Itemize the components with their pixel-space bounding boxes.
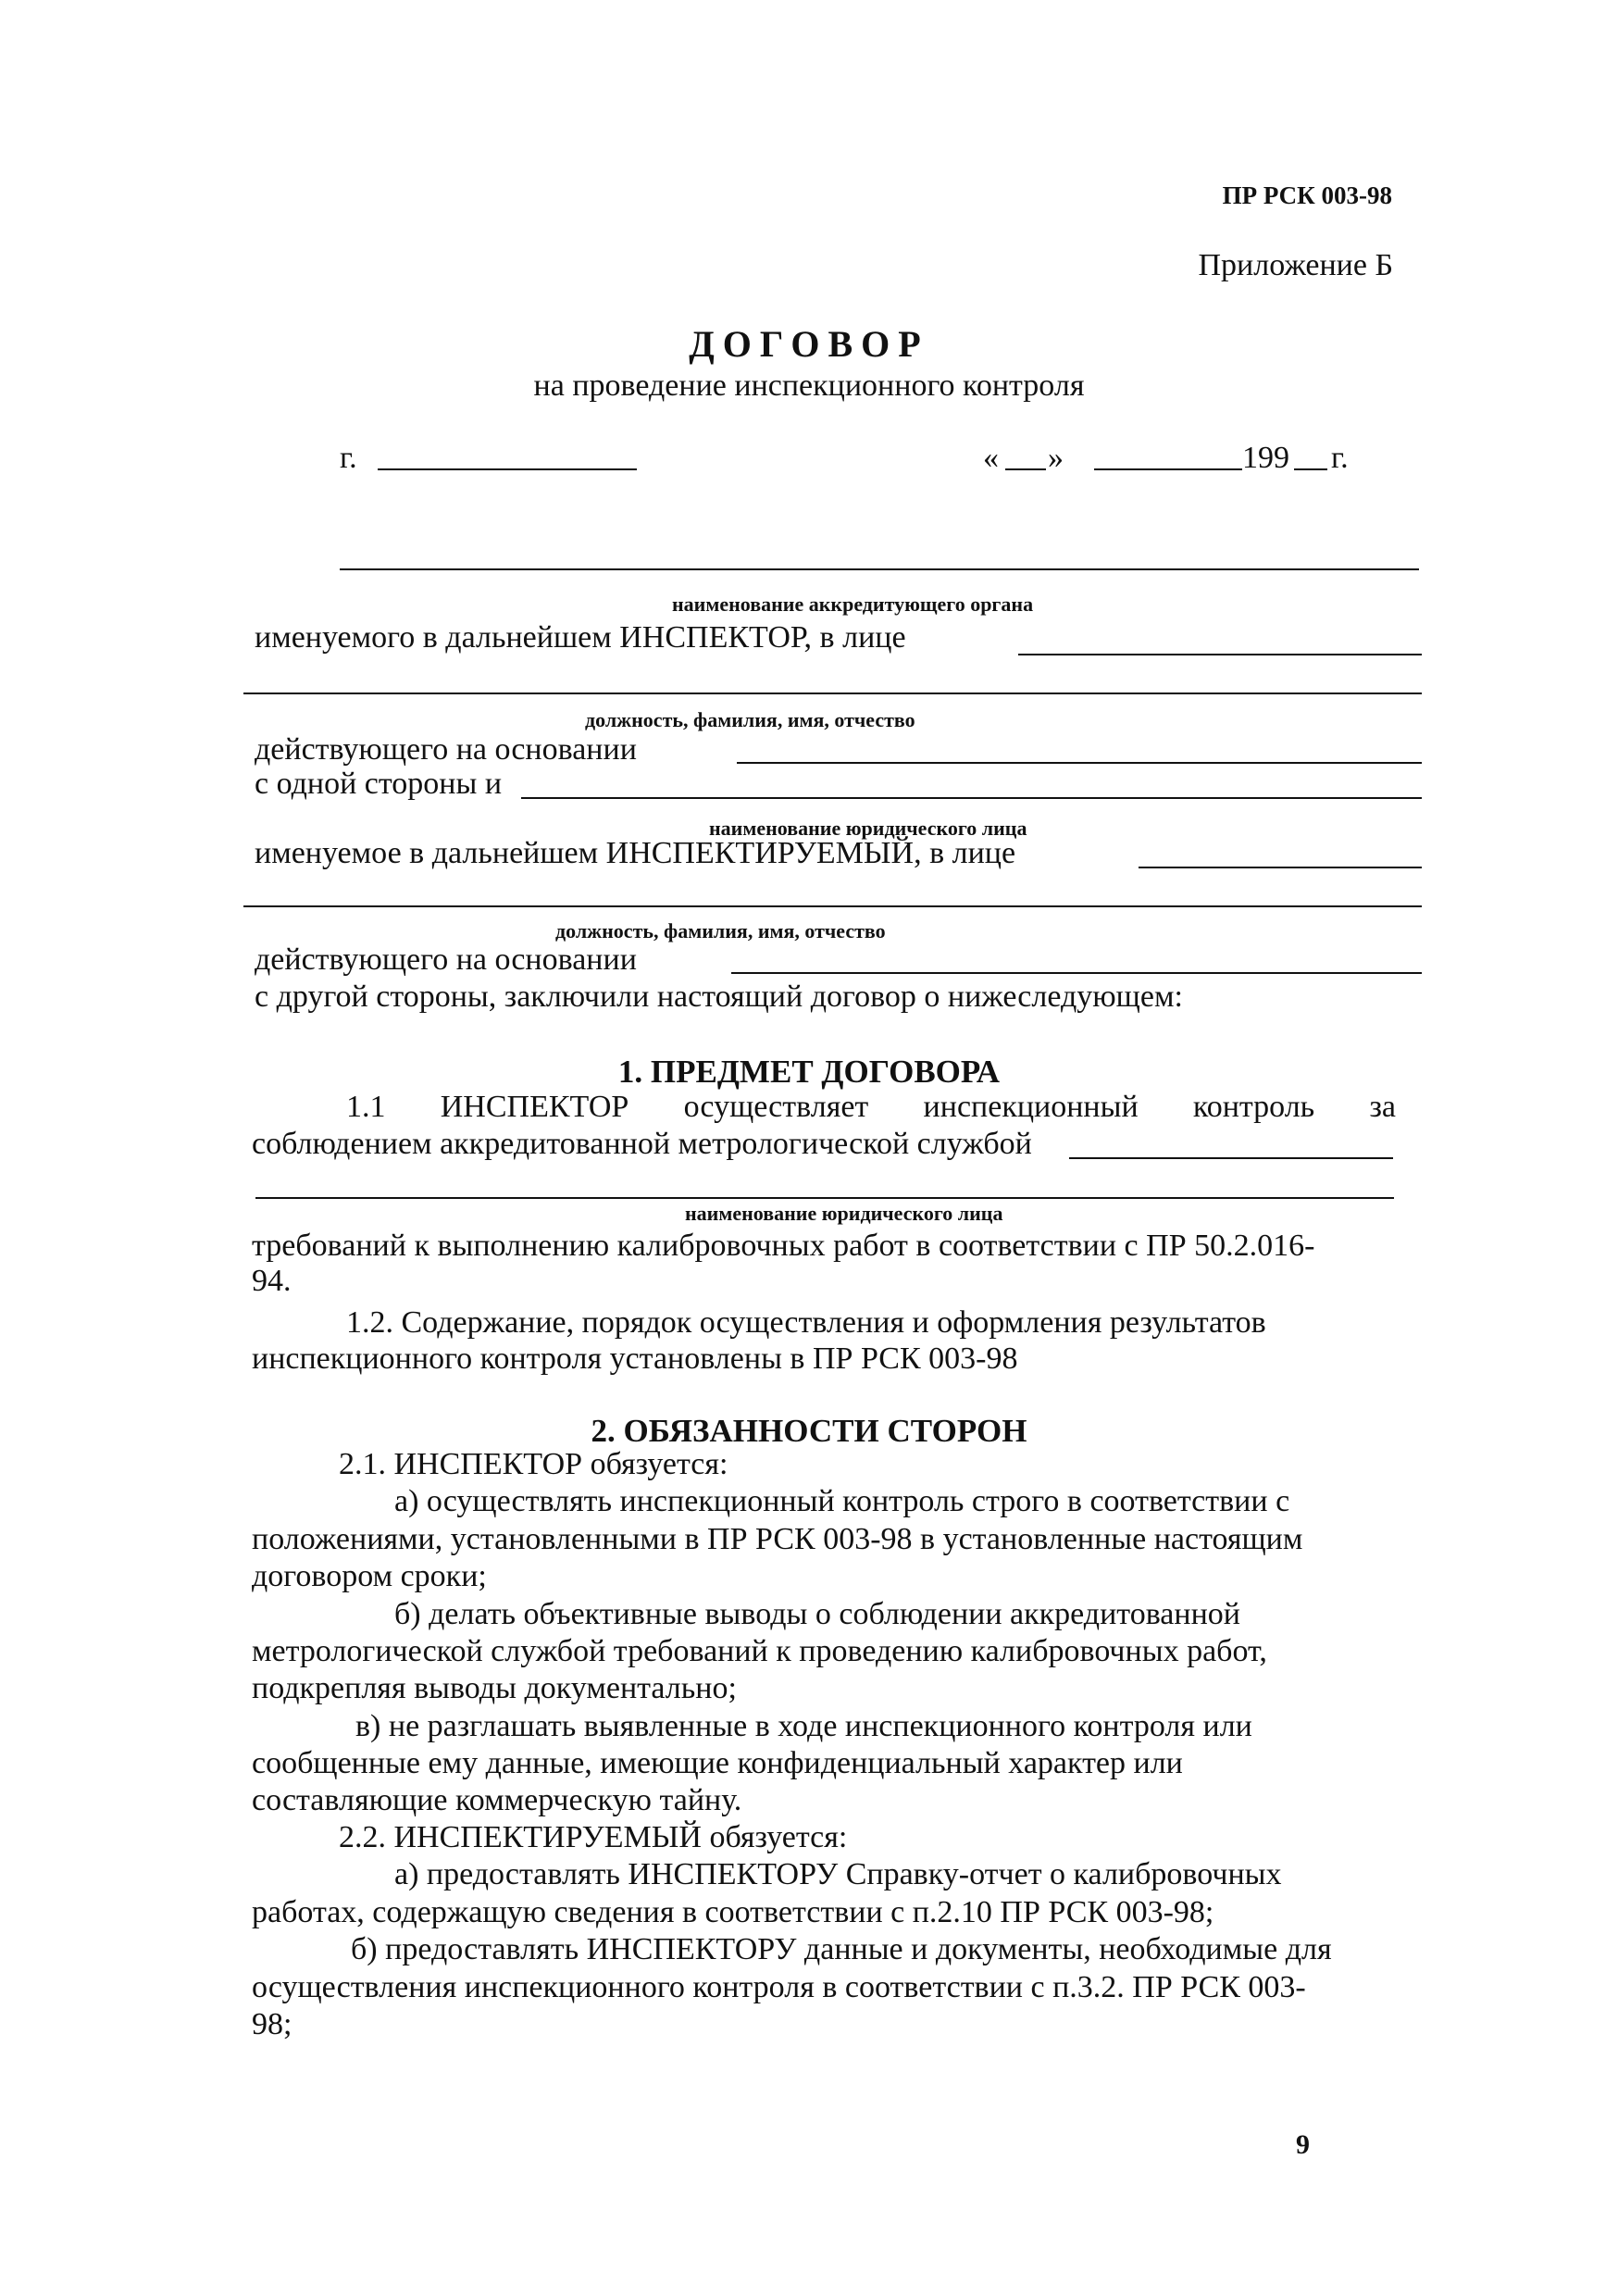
clause-1-1-word: инспекционный — [923, 1090, 1139, 1124]
quote-open: « — [983, 441, 999, 475]
clause-1-1-word: ИНСПЕКТОР — [440, 1090, 629, 1124]
clause-2-1-a-line-1: а) осуществлять инспекционный контроль строго в соответствии с — [394, 1484, 1290, 1518]
clause-1-1-line-1 — [346, 1090, 1396, 1125]
clause-2-2-a-line-1: а) предоставлять ИНСПЕКТОРУ Справку-отчет о калибровочных — [394, 1857, 1282, 1891]
acting-basis-1: действующего на основании — [255, 732, 637, 767]
basis-blank-1[interactable] — [737, 762, 1422, 764]
year-blank[interactable] — [1294, 468, 1327, 470]
section-2-heading: 2. ОБЯЗАННОСТИ СТОРОН — [591, 1413, 1027, 1449]
year-prefix: 199 — [1242, 441, 1289, 475]
clause-2-1-b-line-2: метрологической службой требований к проведению калибровочных работ, — [252, 1634, 1267, 1668]
caption-accrediting-body: наименование аккредитующего органа — [672, 593, 1034, 616]
acting-basis-2: действующего на основании — [255, 942, 637, 977]
clause-2-1: 2.1. ИНСПЕКТОР обязуется: — [339, 1447, 728, 1481]
month-blank[interactable] — [1094, 468, 1242, 470]
caption-legal-entity-2: наименование юридического лица — [685, 1202, 1003, 1225]
clause-2-1-a-line-2: положениями, установленными в ПР РСК 003-98 в установленные настоящим — [252, 1522, 1303, 1556]
clause-2-1-b-line-3: подкрепляя выводы документально; — [252, 1671, 737, 1705]
document-code: ПР РСК 003-98 — [1222, 181, 1392, 209]
clause-1-1-word: осуществляет — [683, 1090, 869, 1124]
legal-entity-blank-1[interactable] — [521, 797, 1422, 799]
document-title: ДОГОВОР — [689, 323, 929, 365]
caption-person-2: должность, фамилия, имя, отчество — [555, 919, 886, 942]
clause-2-1-b-line-1: б) делать объективные выводы о соблюдении аккредитованной — [394, 1597, 1240, 1631]
clause-2-1-v-line-2: сообщенные ему данные, имеющие конфиденциальный характер или — [252, 1746, 1183, 1780]
page-number: 9 — [1296, 2129, 1310, 2160]
clause-1-1-word: за — [1369, 1090, 1396, 1124]
clause-1-2-line-1: 1.2. Содержание, порядок осуществления и оформления результатов — [346, 1305, 1266, 1340]
inspected-representative-blank[interactable] — [1139, 867, 1422, 868]
clause-1-1-word: 1.1 — [346, 1090, 386, 1124]
clause-2-2: 2.2. ИНСПЕКТИРУЕМЫЙ обязуется: — [339, 1820, 848, 1854]
clause-1-1-line-2: соблюдением аккредитованной метрологической службой — [252, 1127, 1032, 1161]
quote-close: » — [1048, 441, 1064, 475]
clause-2-1-v-line-3: составляющие коммерческую тайну. — [252, 1783, 742, 1817]
inspected-person-blank[interactable] — [243, 905, 1422, 907]
clause-2-2-b-line-3: 98; — [252, 2007, 292, 2041]
inspector-representative-blank[interactable] — [1018, 654, 1422, 655]
clause-1-1-line-4: 94. — [252, 1264, 292, 1298]
one-side-text: с одной стороны и — [255, 767, 503, 801]
other-side-text: с другой стороны, заключили настоящий договор о нижеследующем: — [255, 980, 1183, 1014]
year-suffix: г. — [1331, 441, 1349, 475]
clause-2-1-a-line-3: договором сроки; — [252, 1559, 487, 1593]
legal-entity-blank-2[interactable] — [255, 1197, 1394, 1199]
clause-2-2-a-line-2: работах, содержащую сведения в соответствии с п.2.10 ПР РСК 003-98; — [252, 1895, 1214, 1929]
clause-1-2-line-2: инспекционного контроля установлены в ПР РСК 003-98 — [252, 1341, 1018, 1376]
inspector-person-blank[interactable] — [243, 693, 1422, 694]
section-1-heading: 1. ПРЕДМЕТ ДОГОВОРА — [617, 1054, 1001, 1090]
accrediting-body-blank[interactable] — [340, 568, 1419, 570]
clause-2-1-v-line-1: в) не разглашать выявленные в ходе инспекционного контроля или — [355, 1709, 1252, 1743]
city-prefix: г. — [340, 441, 357, 475]
inspected-named-text: именуемое в дальнейшем ИНСПЕКТИРУЕМЫЙ, в лице — [255, 836, 1016, 870]
metrology-service-blank[interactable] — [1069, 1157, 1393, 1159]
inspector-named-text: именуемого в дальнейшем ИНСПЕКТОР, в лице — [255, 620, 906, 655]
clause-1-1-word: контроль — [1192, 1090, 1315, 1124]
caption-legal-entity-1: наименование юридического лица — [709, 817, 1027, 840]
city-blank[interactable] — [378, 468, 637, 470]
basis-blank-2[interactable] — [731, 972, 1422, 974]
clause-2-2-b-line-2: осуществления инспекционного контроля в соответствии с п.3.2. ПР РСК 003- — [252, 1970, 1306, 2004]
caption-person-1: должность, фамилия, имя, отчество — [585, 708, 915, 731]
day-blank[interactable] — [1005, 468, 1046, 470]
clause-2-2-b-line-1: б) предоставлять ИНСПЕКТОРУ данные и документы, необходимые для — [351, 1932, 1332, 1966]
document-subtitle: на проведение инспекционного контроля — [533, 368, 1085, 403]
appendix-label: Приложение Б — [1198, 248, 1393, 282]
clause-1-1-line-3: требований к выполнению калибровочных работ в соответствии с ПР 50.2.016- — [252, 1229, 1315, 1263]
